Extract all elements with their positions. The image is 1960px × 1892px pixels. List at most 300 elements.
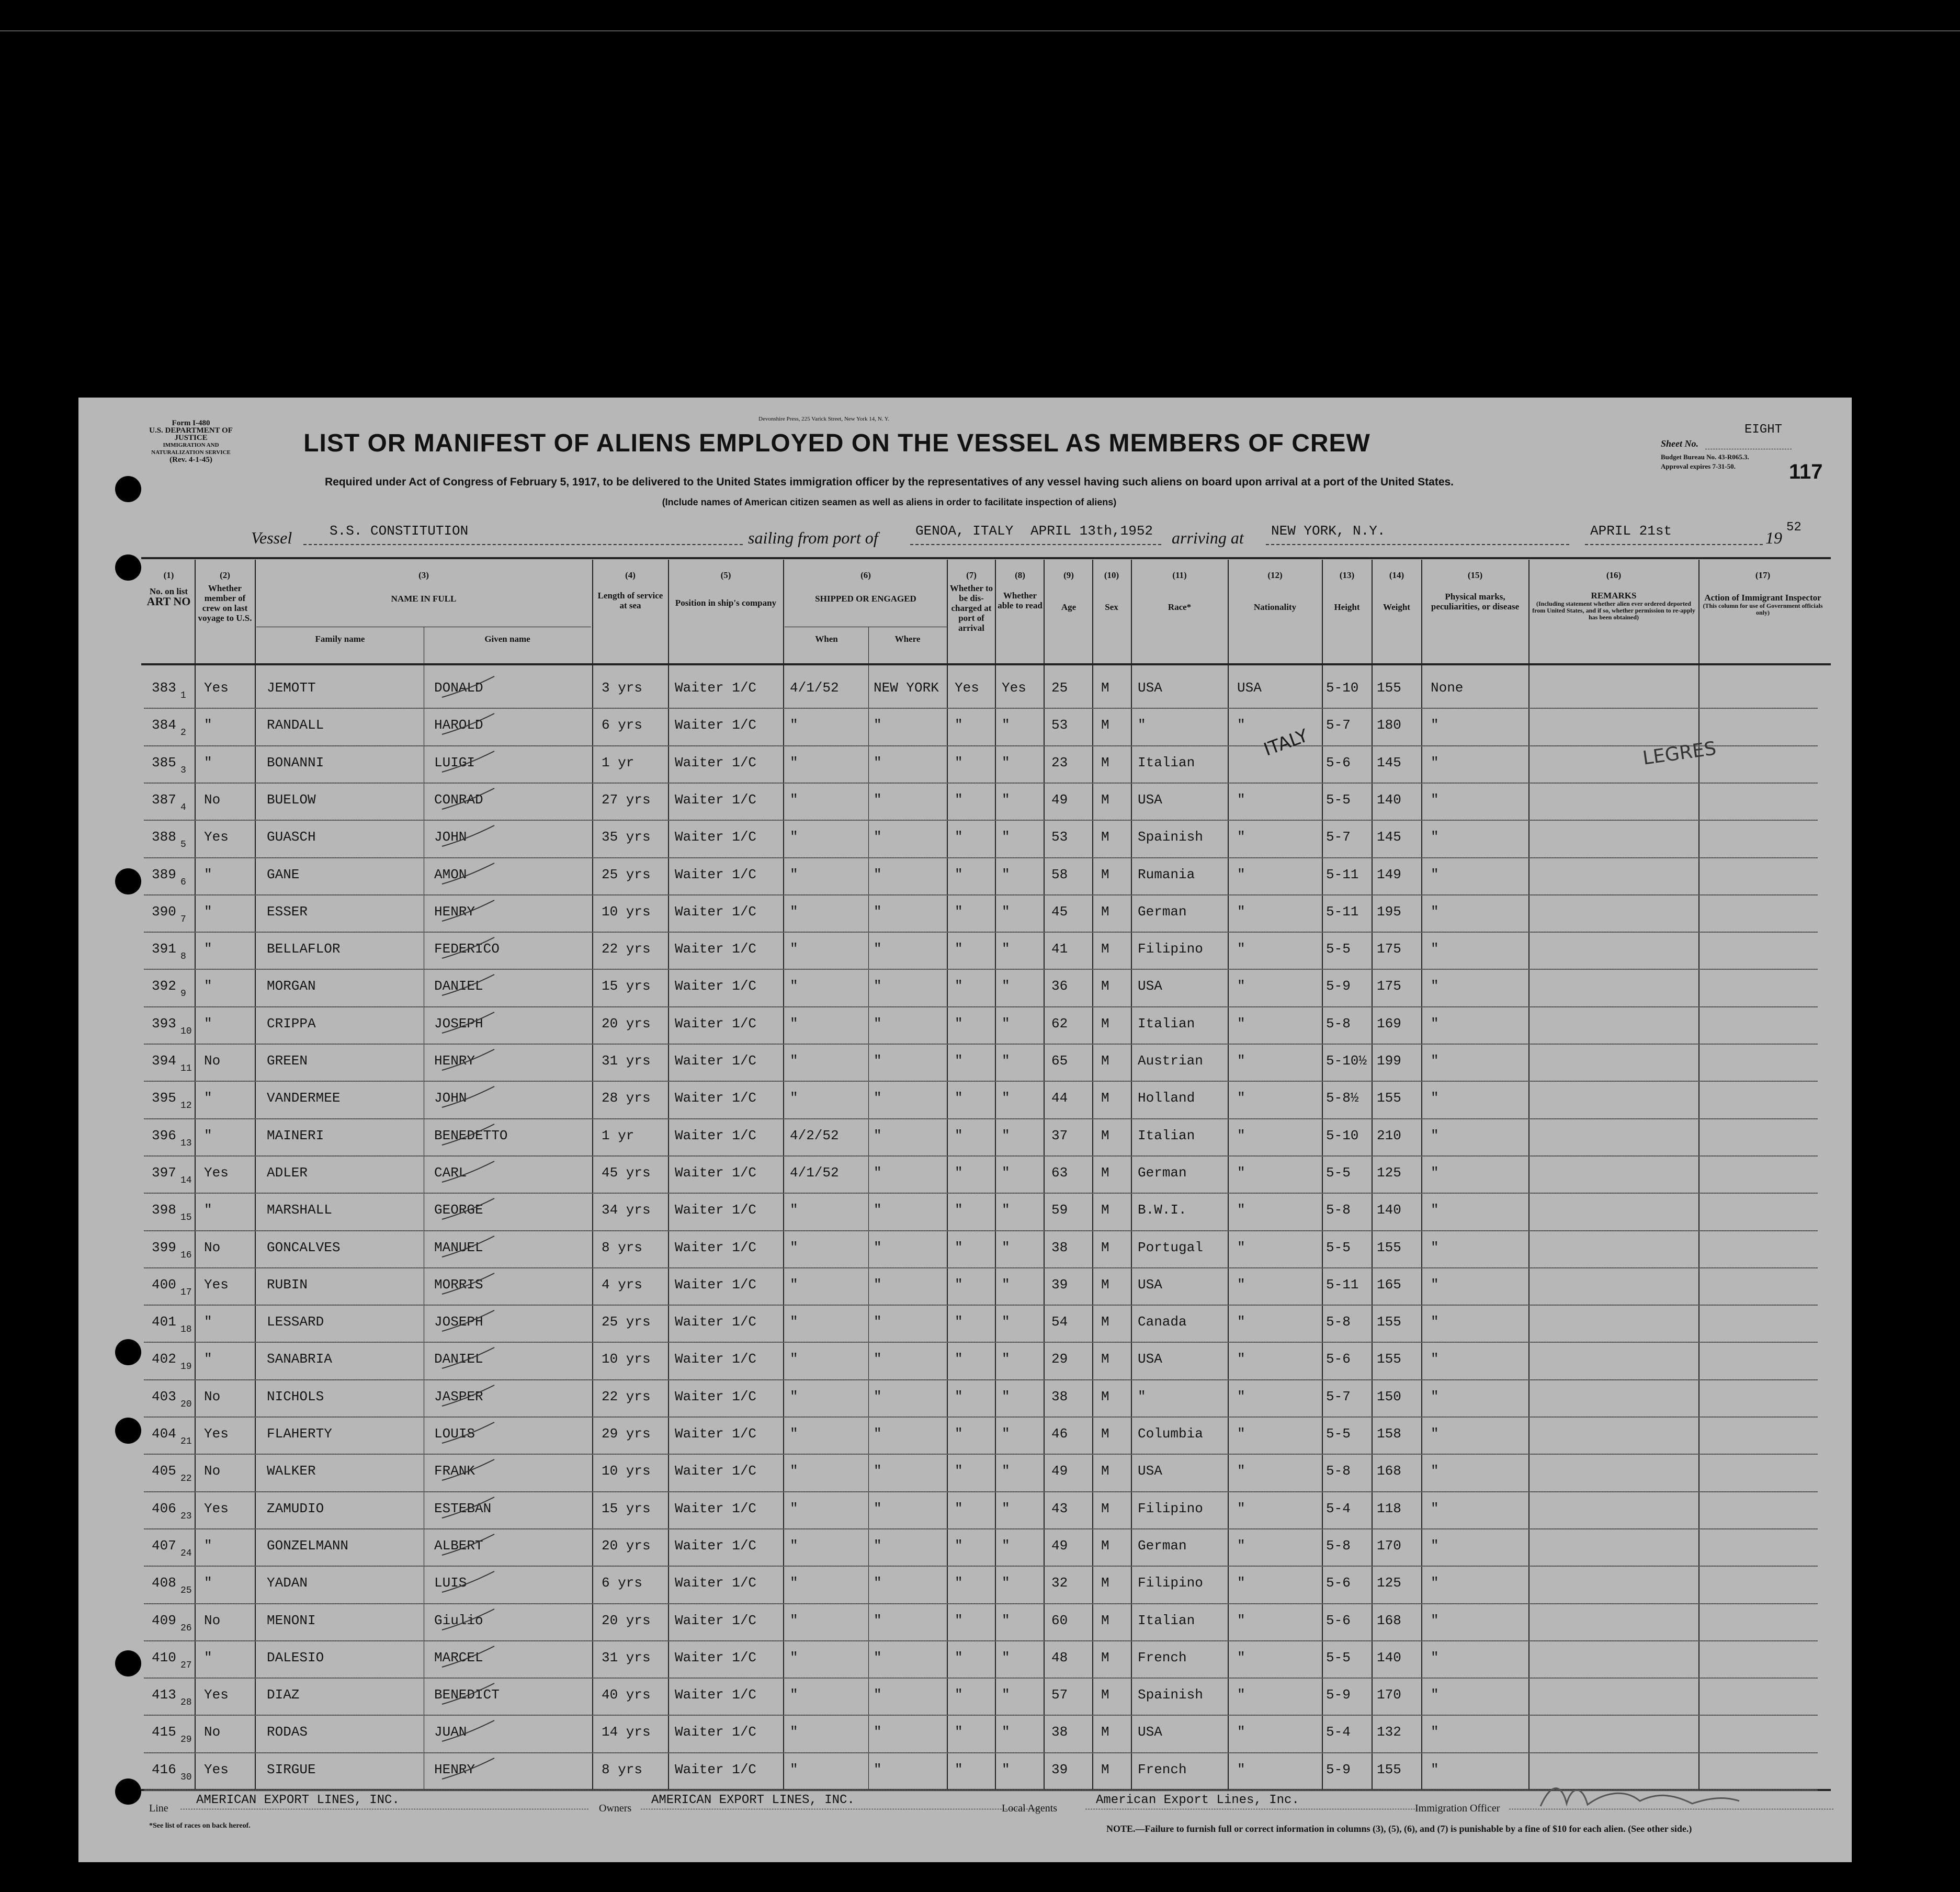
row-weight: 145 [1377,754,1401,771]
row-age: 48 [1051,1649,1068,1666]
row-shipped-where: " [874,1649,882,1666]
row-weight: 150 [1377,1388,1401,1404]
row-able-to-read: " [1002,903,1010,920]
row-shipped-where: " [874,754,882,771]
row-service-length: 15 yrs [602,1500,651,1516]
row-discharged: " [955,791,963,808]
row-previous-voyage: Yes [204,1761,229,1777]
check-mark [439,1159,497,1185]
row-given-name: HENRY [434,1761,475,1777]
row-shipped-where: " [874,1127,882,1143]
owners-name: AMERICAN EXPORT LINES, INC. [651,1793,855,1807]
row-sex: M [1101,1575,1109,1591]
row-previous-voyage: Yes [204,1500,229,1516]
row-given-name: JOSEPH [434,1015,483,1032]
row-sex: M [1101,1015,1109,1032]
row-discharged: " [955,754,963,771]
row-physical-marks: " [1431,1575,1439,1591]
row-service-length: 20 yrs [602,1015,651,1032]
punch-hole [115,1778,141,1805]
column-divider [1131,560,1132,1790]
row-line-number: 3 [180,765,186,776]
row-shipped-where: " [874,791,882,808]
row-family-name: BONANNI [267,754,324,771]
row-family-name: ZAMUDIO [267,1500,324,1516]
row-able-to-read: " [1002,1463,1010,1479]
row-art-number: 387 [152,791,176,808]
row-given-name: MANUEL [434,1239,483,1255]
row-service-length: 31 yrs [602,1053,651,1069]
departure-port: GENOA, ITALY [915,523,1014,539]
row-rule [144,1230,1818,1231]
row-age: 60 [1051,1612,1068,1628]
row-art-number: 400 [152,1276,176,1293]
vessel-label: Vessel [251,528,292,547]
row-sex: M [1101,1761,1109,1777]
row-given-name: JUAN [434,1724,467,1740]
row-sex: M [1101,903,1109,920]
shipped-where-header: Where [894,634,921,644]
year-suffix: 52 [1786,520,1802,535]
row-able-to-read: " [1002,1575,1010,1591]
row-age: 38 [1051,1239,1068,1255]
row-age: 58 [1051,866,1068,882]
row-weight: 175 [1377,941,1401,957]
row-rule [144,1379,1818,1380]
column-divider [592,560,593,1790]
sheet-number-value: EIGHT [1744,423,1783,437]
row-art-number: 404 [152,1426,176,1442]
row-nationality: " [1237,1649,1245,1666]
row-art-number: 401 [152,1314,176,1330]
check-mark [439,1233,497,1260]
col5-header [670,570,782,608]
row-weight: 165 [1377,1276,1401,1293]
row-given-name: JOSEPH [434,1314,483,1330]
row-rule [144,1044,1818,1045]
row-shipped-when: " [790,941,798,957]
row-discharged: " [955,1164,963,1181]
row-line-number: 5 [180,840,186,851]
row-age: 63 [1051,1164,1068,1181]
row-height: 5-8 [1326,1202,1351,1218]
row-height: 5-7 [1326,829,1351,845]
row-discharged: " [955,1015,963,1032]
row-weight: 140 [1377,1202,1401,1218]
row-line-number: 25 [180,1585,192,1596]
row-family-name: YADAN [267,1575,308,1591]
col11-header [1132,570,1227,612]
row-race: Italian [1138,754,1195,771]
row-able-to-read: " [1002,1426,1010,1442]
row-previous-voyage: " [204,717,212,733]
col17-number: (17) [1755,570,1771,580]
row-line-number: 27 [180,1660,192,1671]
row-family-name: RANDALL [267,717,324,733]
row-weight: 118 [1377,1500,1401,1516]
row-line-number: 7 [180,914,186,925]
row-nationality: " [1237,791,1245,808]
row-shipped-when: " [790,903,798,920]
row-physical-marks: " [1431,1687,1439,1703]
row-rule [144,1566,1818,1567]
row-nationality: " [1237,717,1245,733]
row-previous-voyage: Yes [204,1276,229,1293]
row-position: Waiter 1/C [675,1537,757,1554]
row-sex: M [1101,978,1109,994]
row-discharged: " [955,1090,963,1106]
row-age: 23 [1051,754,1068,771]
row-height: 5-7 [1326,1388,1351,1404]
punch-hole [115,868,141,894]
row-sex: M [1101,791,1109,808]
row-rule [144,894,1818,896]
row-family-name: SIRGUE [267,1761,316,1777]
row-line-number: 6 [180,877,186,888]
row-nationality: " [1237,1724,1245,1740]
row-family-name: FLAHERTY [267,1426,332,1442]
check-mark [439,1494,497,1521]
row-previous-voyage: " [204,978,212,994]
row-art-number: 388 [152,829,176,845]
page-title: LIST OR MANIFEST OF ALIENS EMPLOYED ON THE VESSEL AS MEMBERS OF CREW [303,429,1370,457]
column-divider [195,560,196,1790]
row-position: Waiter 1/C [675,1276,757,1293]
row-sex: M [1101,1463,1109,1479]
row-service-length: 1 yr [602,754,635,771]
row-nationality: " [1237,1612,1245,1628]
row-art-number: 391 [152,941,176,957]
row-shipped-where: " [874,1351,882,1367]
row-physical-marks: " [1431,1276,1439,1293]
row-discharged: " [955,1276,963,1293]
row-weight: 195 [1377,903,1401,920]
row-height: 5-5 [1326,1239,1351,1255]
row-art-number: 392 [152,978,176,994]
row-line-number: 26 [180,1623,192,1634]
row-service-length: 45 yrs [602,1164,651,1181]
row-previous-voyage: " [204,903,212,920]
row-previous-voyage: Yes [204,680,229,696]
row-position: Waiter 1/C [675,941,757,957]
row-art-number: 408 [152,1575,176,1591]
col15-number: (15) [1467,570,1483,580]
row-shipped-where: " [874,941,882,957]
shipped-split-line [868,627,869,1789]
col6-header [785,570,947,604]
voyage-line [251,520,1802,549]
row-weight: 170 [1377,1687,1401,1703]
row-shipped-when: " [790,1015,798,1032]
row-art-number: 389 [152,866,176,882]
row-family-name: GREEN [267,1053,308,1069]
row-family-name: JEMOTT [267,680,316,696]
row-given-name: JASPER [434,1388,483,1404]
row-shipped-where: " [874,1761,882,1777]
row-height: 5-8 [1326,1015,1351,1032]
column-divider [255,560,256,1790]
row-sex: M [1101,1500,1109,1516]
col8-label: Whether able to read [998,591,1043,610]
check-mark [439,711,497,737]
row-shipped-when: " [790,1761,798,1777]
row-shipped-when: " [790,1351,798,1367]
row-art-number: 415 [152,1724,176,1740]
row-weight: 168 [1377,1463,1401,1479]
handwritten-nationality-note: ITALY [1261,725,1311,761]
row-family-name: GANE [267,866,300,882]
row-shipped-when: " [790,1202,798,1218]
row-physical-marks: " [1431,1612,1439,1628]
column-divider [1528,560,1530,1790]
row-service-length: 10 yrs [602,903,651,920]
row-weight: 168 [1377,1612,1401,1628]
row-given-name: LOUIS [434,1426,475,1442]
row-shipped-when: " [790,791,798,808]
col13-label: Height [1334,602,1360,612]
row-art-number: 398 [152,1202,176,1218]
row-nationality: " [1237,1276,1245,1293]
row-previous-voyage: Yes [204,1426,229,1442]
row-family-name: LESSARD [267,1314,324,1330]
row-able-to-read: " [1002,1164,1010,1181]
row-age: 29 [1051,1351,1068,1367]
row-line-number: 18 [180,1324,192,1335]
row-family-name: GONCALVES [267,1239,341,1255]
row-position: Waiter 1/C [675,829,757,845]
check-mark [439,1644,497,1670]
row-discharged: " [955,1612,963,1628]
row-age: 43 [1051,1500,1068,1516]
row-service-length: 25 yrs [602,1314,651,1330]
row-physical-marks: " [1431,978,1439,994]
row-discharged: " [955,829,963,845]
row-nationality: " [1237,1127,1245,1143]
row-discharged: " [955,1239,963,1255]
row-line-number: 4 [180,802,186,813]
row-race: Spainish [1138,1687,1203,1703]
row-height: 5-6 [1326,1575,1351,1591]
row-previous-voyage: No [204,1388,221,1404]
row-shipped-where: " [874,1426,882,1442]
row-position: Waiter 1/C [675,1127,757,1143]
row-able-to-read: " [1002,1053,1010,1069]
row-rule [144,1715,1818,1716]
row-given-name: LUIS [434,1575,467,1591]
column-divider [1044,560,1045,1790]
row-position: Waiter 1/C [675,754,757,771]
form-subtitle-note: (Include names of American citizen seamen as well as aliens in order to facilitate inspection of aliens) [662,497,1117,507]
row-physical-marks: None [1431,680,1464,696]
row-age: 62 [1051,1015,1068,1032]
row-age: 54 [1051,1314,1068,1330]
form-id-block [139,420,243,463]
row-physical-marks: " [1431,1388,1439,1404]
row-given-name: FRANK [434,1463,475,1479]
row-position: Waiter 1/C [675,1649,757,1666]
scanner-edge-line [0,30,1960,31]
row-physical-marks: " [1431,1314,1439,1330]
family-name-header: Family name [315,634,365,644]
col16-number: (16) [1606,570,1622,580]
row-art-number: 385 [152,754,176,771]
row-weight: 155 [1377,1239,1401,1255]
row-line-number: 1 [180,690,186,701]
check-mark [439,898,497,924]
column-divider [783,560,784,1790]
row-rule [144,1454,1818,1455]
form-subtitle: Required under Act of Congress of February 5, 1917, to be delivered to the United States immigration officer by the representatives of any vessel having such aliens on board upon arrival at a port of the United States. [324,476,1454,488]
row-position: Waiter 1/C [675,1575,757,1591]
col10-number: (10) [1104,570,1119,580]
row-weight: 158 [1377,1426,1401,1442]
row-race: French [1138,1649,1187,1666]
col14-label: Weight [1383,602,1410,612]
column-divider [995,560,996,1790]
row-sex: M [1101,1649,1109,1666]
agents-label: Local Agents [1002,1803,1058,1814]
row-height: 5-6 [1326,1351,1351,1367]
row-previous-voyage: " [204,1537,212,1554]
row-position: Waiter 1/C [675,1015,757,1032]
budget-number: Budget Bureau No. 43-R065.3. [1661,453,1749,461]
row-shipped-where: " [874,1388,882,1404]
row-race: " [1138,717,1146,733]
row-height: 5-10½ [1326,1053,1367,1069]
row-nationality: " [1237,1090,1245,1106]
row-age: 25 [1051,680,1068,696]
row-service-length: 6 yrs [602,1575,643,1591]
row-previous-voyage: " [204,1202,212,1218]
col10-label: Sex [1105,602,1118,612]
sailing-label: sailing from port of [748,528,878,547]
row-weight: 145 [1377,829,1401,845]
row-height: 5-11 [1326,866,1359,882]
row-sex: M [1101,1202,1109,1218]
row-race: USA [1138,978,1162,994]
row-family-name: RODAS [267,1724,308,1740]
row-previous-voyage: No [204,1053,221,1069]
port-underline [910,544,1161,545]
col4-header [594,570,667,610]
row-family-name: BUELOW [267,791,316,808]
agents-name: American Export Lines, Inc. [1096,1793,1299,1807]
check-mark [439,1755,497,1782]
col10-header [1093,570,1130,612]
row-race: Portugal [1138,1239,1203,1255]
row-race: USA [1138,1276,1162,1293]
printer-credit: Devonshire Press, 225 Varick Street, New York 14, N. Y. [758,416,890,422]
row-sex: M [1101,866,1109,882]
col16-note: (Including statement whether alien ever ordered deported from United States, and if so, whether permission to re-apply has been obtained) [1532,600,1695,621]
row-weight: 155 [1377,680,1401,696]
row-race: Filipino [1138,1500,1203,1516]
row-shipped-when: " [790,866,798,882]
col7-label: Whether to be dis-charged at port of arrival [949,583,993,633]
punch-hole [115,1339,141,1365]
row-discharged: " [955,1202,963,1218]
manifest-sheet [78,398,1852,1862]
check-mark [439,972,497,998]
col12-header [1229,570,1321,612]
col9-number: (9) [1063,570,1074,580]
row-physical-marks: " [1431,941,1439,957]
col13-number: (13) [1339,570,1355,580]
row-shipped-where: NEW YORK [874,680,939,696]
row-race: USA [1138,1724,1162,1740]
row-sex: M [1101,1276,1109,1293]
row-nationality: " [1237,1426,1245,1442]
punch-hole [115,554,141,581]
row-rule [144,932,1818,933]
row-shipped-when: " [790,1463,798,1479]
row-weight: 210 [1377,1127,1401,1143]
department: U.S. DEPARTMENT OF JUSTICE [149,426,233,442]
row-given-name: MARCEL [434,1649,483,1666]
punch-hole [115,476,141,502]
row-nationality: " [1237,829,1245,845]
row-rule [144,1118,1818,1119]
row-weight: 155 [1377,1090,1401,1106]
check-mark [439,674,497,700]
col11-label: Race* [1168,602,1192,612]
row-able-to-read: " [1002,1314,1010,1330]
row-nationality: " [1237,1761,1245,1777]
row-sex: M [1101,941,1109,957]
row-rule [144,1081,1818,1082]
row-position: Waiter 1/C [675,1687,757,1703]
row-service-length: 20 yrs [602,1537,651,1554]
row-race: USA [1138,791,1162,808]
row-age: 65 [1051,1053,1068,1069]
row-art-number: 383 [152,680,176,696]
row-art-number: 413 [152,1687,176,1703]
row-given-name: AMON [434,866,467,882]
row-physical-marks: " [1431,1537,1439,1554]
col7-number: (7) [966,570,977,580]
row-height: 5-6 [1326,754,1351,771]
row-line-number: 8 [180,951,186,962]
row-art-number: 416 [152,1761,176,1777]
row-shipped-when: 4/2/52 [790,1127,839,1143]
col1-label: No. on list [149,586,188,596]
row-height: 5-8 [1326,1463,1351,1479]
row-position: Waiter 1/C [675,1612,757,1628]
row-sex: M [1101,1612,1109,1628]
row-discharged: " [955,866,963,882]
row-previous-voyage: " [204,1127,212,1143]
col3-number: (3) [418,570,429,580]
row-weight: 155 [1377,1314,1401,1330]
row-weight: 140 [1377,1649,1401,1666]
row-shipped-when: " [790,829,798,845]
row-sex: M [1101,1426,1109,1442]
row-height: 5-7 [1326,717,1351,733]
row-shipped-where: " [874,1090,882,1106]
row-line-number: 19 [180,1362,192,1373]
row-discharged: " [955,1649,963,1666]
col15-header [1423,570,1527,611]
row-line-number: 22 [180,1474,192,1485]
row-physical-marks: " [1431,1239,1439,1255]
row-rule [144,1417,1818,1418]
row-physical-marks: " [1431,1500,1439,1516]
row-service-length: 31 yrs [602,1649,651,1666]
row-race: Columbia [1138,1426,1203,1442]
row-art-number: 393 [152,1015,176,1032]
row-age: 38 [1051,1388,1068,1404]
row-able-to-read: " [1002,1276,1010,1293]
